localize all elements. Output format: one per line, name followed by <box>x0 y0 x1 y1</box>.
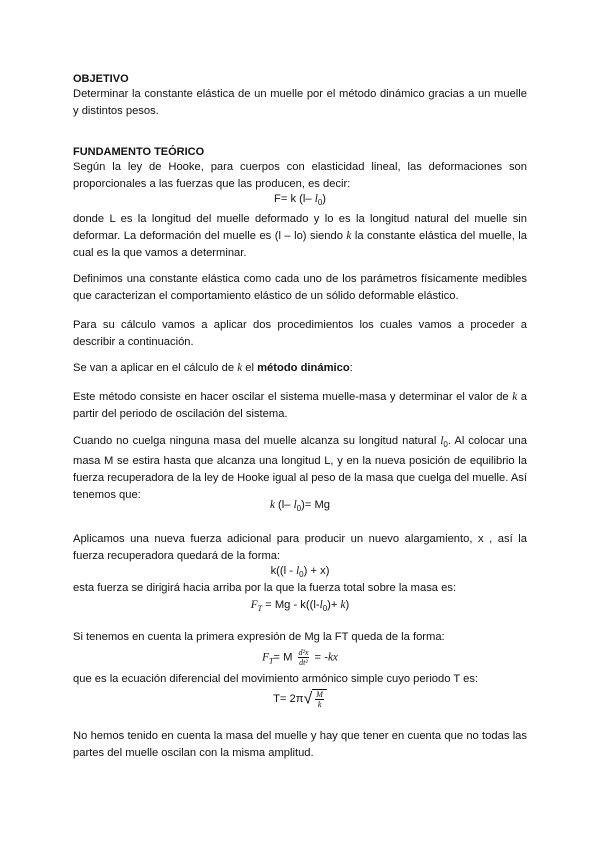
eq5-num: d²x <box>298 648 309 657</box>
p6-start: Este método consiste en hacer oscilar el sistema muelle-masa y determinar el valor de <box>73 391 513 403</box>
eq6-den: k <box>317 700 322 709</box>
sqrt-icon: √ <box>303 690 313 708</box>
eq5-den: dt² <box>299 658 308 667</box>
equation-period <box>73 689 527 709</box>
p5-start: Se van a aplicar en el cálculo de <box>73 362 238 374</box>
paragraph-hooke-law: Según la ley de Hooke, para cuerpos con elasticidad lineal, las deformaciones son proporcionales a las fuerzas que las producen, es decir: <box>73 161 527 190</box>
eq4-c: ) <box>345 599 350 611</box>
eq4-a: = Mg - k((l- <box>262 599 320 611</box>
p5-k: k <box>237 362 243 374</box>
p7-sub: 0 <box>443 440 448 449</box>
eq5-a: = M <box>273 651 296 664</box>
eq5-fraction <box>298 648 310 667</box>
p6-k: k <box>512 391 518 403</box>
eq2-sub: 0 <box>296 504 302 513</box>
p5-mid: el <box>242 362 258 374</box>
eq4-sub: 0 <box>322 604 328 613</box>
paragraph-first-expression: Si tenemos en cuenta la primera expresión de Mg la FT queda de la forma: <box>73 631 445 643</box>
p7-end: . Al colocar una masa M se estira hasta que alcanza una longitud L, y en la nueva posición de equilibrio la fuerza recuperadora de la ley de Hooke igual al peso de la masa que cuelga del muelle. Así tenemos que: <box>73 435 528 501</box>
eq4-T: T <box>257 604 263 613</box>
eq6-a: T= 2π <box>273 692 304 705</box>
paragraph-spring-mass-note: No hemos tenido en cuenta la masa del muelle y hay que tener en cuenta que no todas las partes del muelle oscilan con la misma amplitud. <box>73 730 527 759</box>
p5-bold: método dinámico <box>257 362 350 374</box>
eq5-kx: kx <box>327 651 338 664</box>
eq2-l: l <box>293 499 297 511</box>
paragraph-method-description <box>73 389 527 423</box>
paragraph-natural-length <box>73 433 527 504</box>
eq6-fraction <box>315 690 324 709</box>
p6-end: a partir del periodo de oscilación del sistema. <box>73 391 527 420</box>
equation-equilibrium <box>73 497 527 517</box>
eq4-b: )+ <box>327 599 341 611</box>
eq3-b: ) + x) <box>303 565 330 577</box>
eq6-sqrt <box>303 689 326 709</box>
paragraph-definitions <box>73 211 527 262</box>
paragraph-shm: que es la ecuación diferencial del movimiento armónico simple cuyo periodo T es: <box>73 673 479 685</box>
p5-end: : <box>349 362 353 374</box>
eq6-num: M <box>316 690 323 699</box>
paragraph-elastic-constant: Definimos una constante elástica como cada uno de los parámetros físicamente medibles que caracterizan el comportamiento elástico de un sólido deformable elástico. <box>73 273 527 302</box>
eq4-x: k <box>340 599 346 611</box>
eq3-a: k((l - <box>270 565 297 577</box>
eq2-b: )= Mg <box>301 499 331 511</box>
paragraph-total-force: esta fuerza se dirigirá hacia arriba por la que la fuerza total sobre la masa es: <box>73 582 457 594</box>
eq1-sub: 0 <box>317 198 323 207</box>
eq4-l: l <box>319 599 323 611</box>
eq1-var: l <box>314 193 318 205</box>
equation-total-force <box>73 597 527 617</box>
eq3-sub: 0 <box>299 570 304 579</box>
eq5-F: F <box>262 651 269 664</box>
section-title-fundamento: FUNDAMENTO TEÓRICO <box>73 146 205 158</box>
p2-k: k <box>346 230 352 242</box>
equation-differential <box>73 648 527 669</box>
eq1-left: F= k (l– <box>273 193 315 205</box>
p7-l: l <box>440 435 444 447</box>
eq4-F: F <box>250 599 258 611</box>
objetivo-paragraph: Determinar la constante elástica de un muelle por el método dinámico gracias a un muelle y distintos pesos. <box>73 88 527 117</box>
eq3-l: l <box>296 565 300 577</box>
eq5-b: = - <box>311 651 328 664</box>
paragraph-dynamic-method <box>73 360 527 377</box>
p2-end: la constante elástica del muelle, la cual es la que vamos a determinar. <box>73 230 527 259</box>
eq2-a: (l– <box>274 499 294 511</box>
p2-text: donde L es la longitud del muelle deformado y lo es la longitud natural del muelle sin deformar. La deformación del muelle es (l – lo) siendo <box>73 213 527 242</box>
paragraph-additional-force: Aplicamos una nueva fuerza adicional para producir un nuevo alargamiento, x , así la fuerza recuperadora quedará de la forma: <box>73 533 527 562</box>
eq1-right: ) <box>322 193 326 205</box>
equation-hooke <box>73 191 527 211</box>
paragraph-procedures: Para su cálculo vamos a aplicar dos procedimientos los cuales vamos a proceder a describir a continuación. <box>73 319 527 348</box>
eq2-k: k <box>269 499 275 511</box>
p7-start: Cuando no cuelga ninguna masa del muelle alcanza su longitud natural <box>73 435 441 447</box>
eq5-T: T <box>268 656 274 666</box>
section-title-objetivo: OBJETIVO <box>73 73 129 85</box>
